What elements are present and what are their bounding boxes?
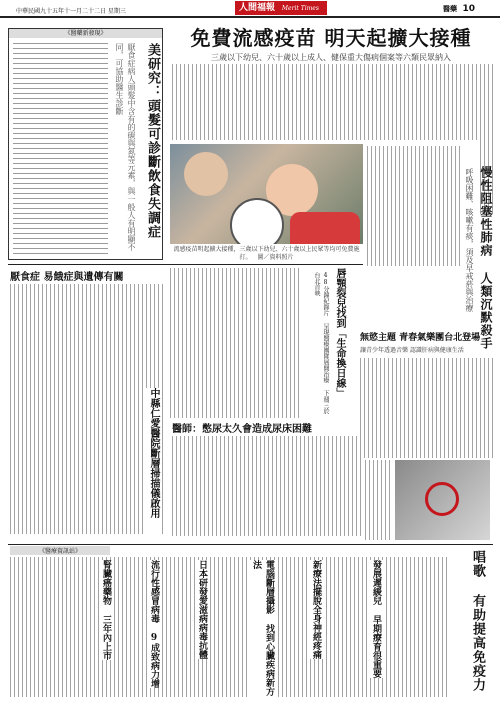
photo-clothing	[290, 212, 360, 244]
page-number: 10	[462, 4, 475, 14]
main-body-text	[172, 64, 477, 140]
bottom-headline-6: 發展遲緩兒 早期療育很重要	[371, 560, 381, 678]
photo-caption	[170, 246, 363, 262]
main-headline: 免費流感疫苗 明天起擴大接種	[190, 26, 472, 50]
left-title: 美研究：頭髮可診斷飲食失調症	[145, 43, 160, 239]
no-smoking-icon	[425, 482, 459, 516]
left-column-header: 《醫藥新發現》	[9, 29, 162, 38]
bottom-headline-1: 腎臟癌藥物 三年內上市	[101, 560, 111, 660]
cleft-subheadline: 48分鐘紀錄片 呈現醫療團隊展開治療 下週三於台北首映	[313, 272, 329, 414]
left-news-box	[8, 28, 163, 260]
concert-photo	[395, 460, 490, 540]
concert-headline: 無慾主題 青春氣樂團台北登場	[360, 333, 481, 343]
mid-rule	[8, 264, 363, 265]
photo-clock	[230, 198, 284, 244]
paper-name: 人間福報	[239, 3, 276, 13]
concert-body-text	[360, 358, 495, 458]
left-subtitle: 厭食症病人頭髮中含有的碳與氮等元素，與一般人有明顯不同，可協助醫生診斷	[115, 43, 136, 251]
masthead-rule	[0, 16, 500, 18]
bottom-header: 《醫療資訊站》	[10, 546, 110, 555]
bottom-headline-2: 流行性感冒病毒 9成致病力增	[149, 560, 159, 688]
bottom-rule	[8, 544, 493, 545]
hospital-headline: 中縣仁愛醫院斷層掃描儀啟用	[146, 388, 161, 538]
right-headline: 慢性阻塞性肺病 人類沉默殺手	[479, 166, 493, 350]
photo-child-left	[184, 152, 228, 196]
right-body-text	[367, 146, 462, 266]
right-subheadline: 呼吸困難、咳嗽有痰，須及早戒菸與治療	[465, 168, 474, 312]
bottom-body-text	[10, 557, 450, 697]
anorexia-body-text	[10, 284, 165, 534]
bottom-headline-5: 新療法擺脫全身神經疼痛	[311, 560, 321, 659]
section-name: 醫藥	[443, 5, 457, 13]
left-body-text	[13, 43, 108, 255]
photo-caption-text: 流感疫苗明起擴大接種，三歲以下幼兒、六十歲以上民眾等均可免費施打。	[173, 246, 360, 261]
main-subheadline: 三歲以下幼兒、六十歲以上成人、健保重大傷病個案等六類民眾納入	[211, 53, 451, 62]
main-photo	[170, 144, 363, 244]
masthead-logo	[235, 1, 327, 15]
concert-subheadline: 讓青少年透過音樂 認識肝病與健康生活	[360, 347, 464, 354]
bottom-headline-3: 日本研發愛滋病病毒抗體	[197, 560, 207, 659]
music-headline: 唱歌 有助提高免疫力	[470, 550, 485, 692]
concert-body-text-2	[365, 460, 393, 540]
bedwetting-headline: 醫師：憋尿太久會造成尿床困難	[172, 424, 312, 435]
bottom-headline-4: 電腦斷層攝影 找到心臟疾病新方法	[250, 560, 276, 701]
paper-subtitle: Merit Times	[281, 5, 319, 12]
cleft-headline: 唇顎裂兒找到「生命換日線」	[334, 268, 345, 398]
section-label	[443, 4, 475, 14]
anorexia-headline: 厭食症 易餓症與遺傳有關	[10, 272, 124, 283]
cleft-body-text	[170, 268, 300, 418]
bedwetting-body-text	[172, 436, 362, 536]
photo-credit: 圖／資料照片	[257, 254, 294, 261]
date-line: 中華民國九十五年十一月二十二日 星期三	[16, 8, 126, 15]
